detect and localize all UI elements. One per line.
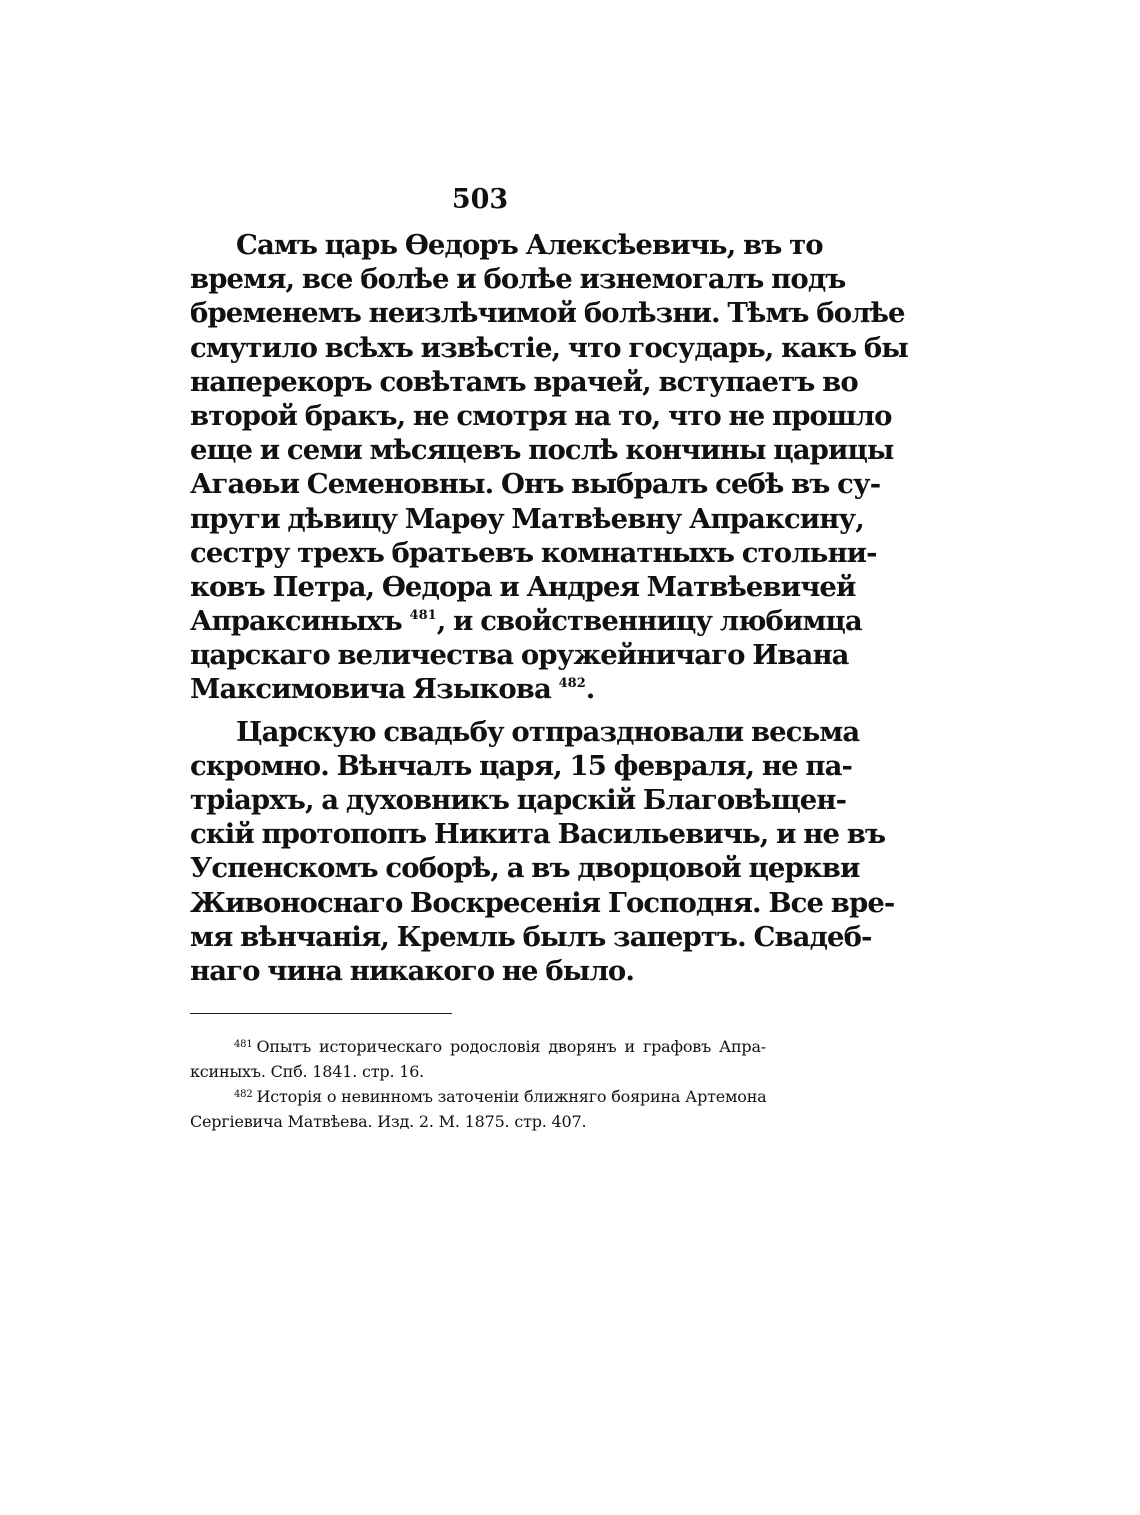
paragraph-gap xyxy=(190,707,780,715)
text-line: Агаөьи Семеновны. Онъ выбралъ себѣ въ су- xyxy=(190,468,881,501)
text-line: Самъ царь Өедоръ Алексѣевичь, въ то xyxy=(236,229,823,261)
text-line xyxy=(190,604,862,638)
text-line: второй бракъ, не смотря на то, что не прошло xyxy=(190,399,892,432)
text-line: скій протопопъ Никита Васильевичь, и не въ xyxy=(190,818,886,851)
footnote-ref-482[interactable]: 482 xyxy=(558,676,586,692)
text-line: Успенскомъ соборѣ, а въ дворцовой церкви xyxy=(190,852,860,885)
page-number: 503 xyxy=(451,184,509,215)
footnote-481 xyxy=(190,1034,766,1059)
footnote-line: Сергіевича Матвѣева. Изд. 2. М. 1875. стр. 407. xyxy=(190,1112,587,1131)
text-line: скромно. Вѣнчалъ царя, 15 февраля, не па- xyxy=(190,749,853,782)
text-line: время, все болѣе и болѣе изнемогалъ подъ xyxy=(190,263,846,296)
text-segment: . xyxy=(585,673,595,706)
text-line: смутило всѣхъ извѣстіе, что государь, какъ бы xyxy=(190,331,908,364)
footnote-separator xyxy=(190,1013,452,1014)
text-line: пруги дѣвицу Марөу Матвѣевну Апраксину, xyxy=(190,502,864,535)
footnote-text: Исторія о невинномъ заточеніи ближняго боярина Артемона xyxy=(256,1087,767,1106)
text-line: тріархъ, а духовникъ царскій Благовѣщен- xyxy=(190,784,847,816)
text-line: наперекоръ совѣтамъ врачей, вступаетъ во xyxy=(190,365,858,398)
text-line: бременемъ неизлѣчимой болѣзни. Тѣмъ болѣе xyxy=(190,297,905,330)
footnote-482 xyxy=(190,1084,766,1109)
footnote-mark: 482 xyxy=(234,1089,253,1100)
footnote-text: Опытъ историческаго родословія дворянъ и графовъ Апра- xyxy=(256,1037,766,1056)
footnote-ref-481[interactable]: 481 xyxy=(409,608,437,624)
footnote-mark: 481 xyxy=(234,1039,253,1050)
text-line: Живоноснаго Воскресенія Господня. Все вре- xyxy=(190,886,895,919)
text-line: ковъ Петра, Өедора и Андрея Матвѣевичей xyxy=(190,570,856,603)
text-line: наго чина никакого не было. xyxy=(190,954,635,987)
text-segment: Апраксиныхъ xyxy=(190,605,402,638)
text-line: царскаго величества оружейничаго Ивана xyxy=(190,639,849,672)
text-line: сестру трехъ братьевъ комнатныхъ стольни- xyxy=(190,536,877,569)
footnotes xyxy=(190,1034,766,1134)
text-line: Царскую свадьбу отпраздновали весьма xyxy=(236,715,860,748)
text-line: мя вѣнчанія, Кремль былъ запертъ. Свадеб- xyxy=(190,920,872,953)
footnote-line: ксиныхъ. Спб. 1841. стр. 16. xyxy=(190,1062,425,1081)
text-line xyxy=(190,672,780,706)
text-line: еще и семи мѣсяцевъ послѣ кончины царицы xyxy=(190,434,894,467)
text-segment: , и свойственницу любимца xyxy=(436,605,862,638)
text-segment: Максимовича Языкова xyxy=(190,673,551,706)
main-text xyxy=(190,228,908,988)
